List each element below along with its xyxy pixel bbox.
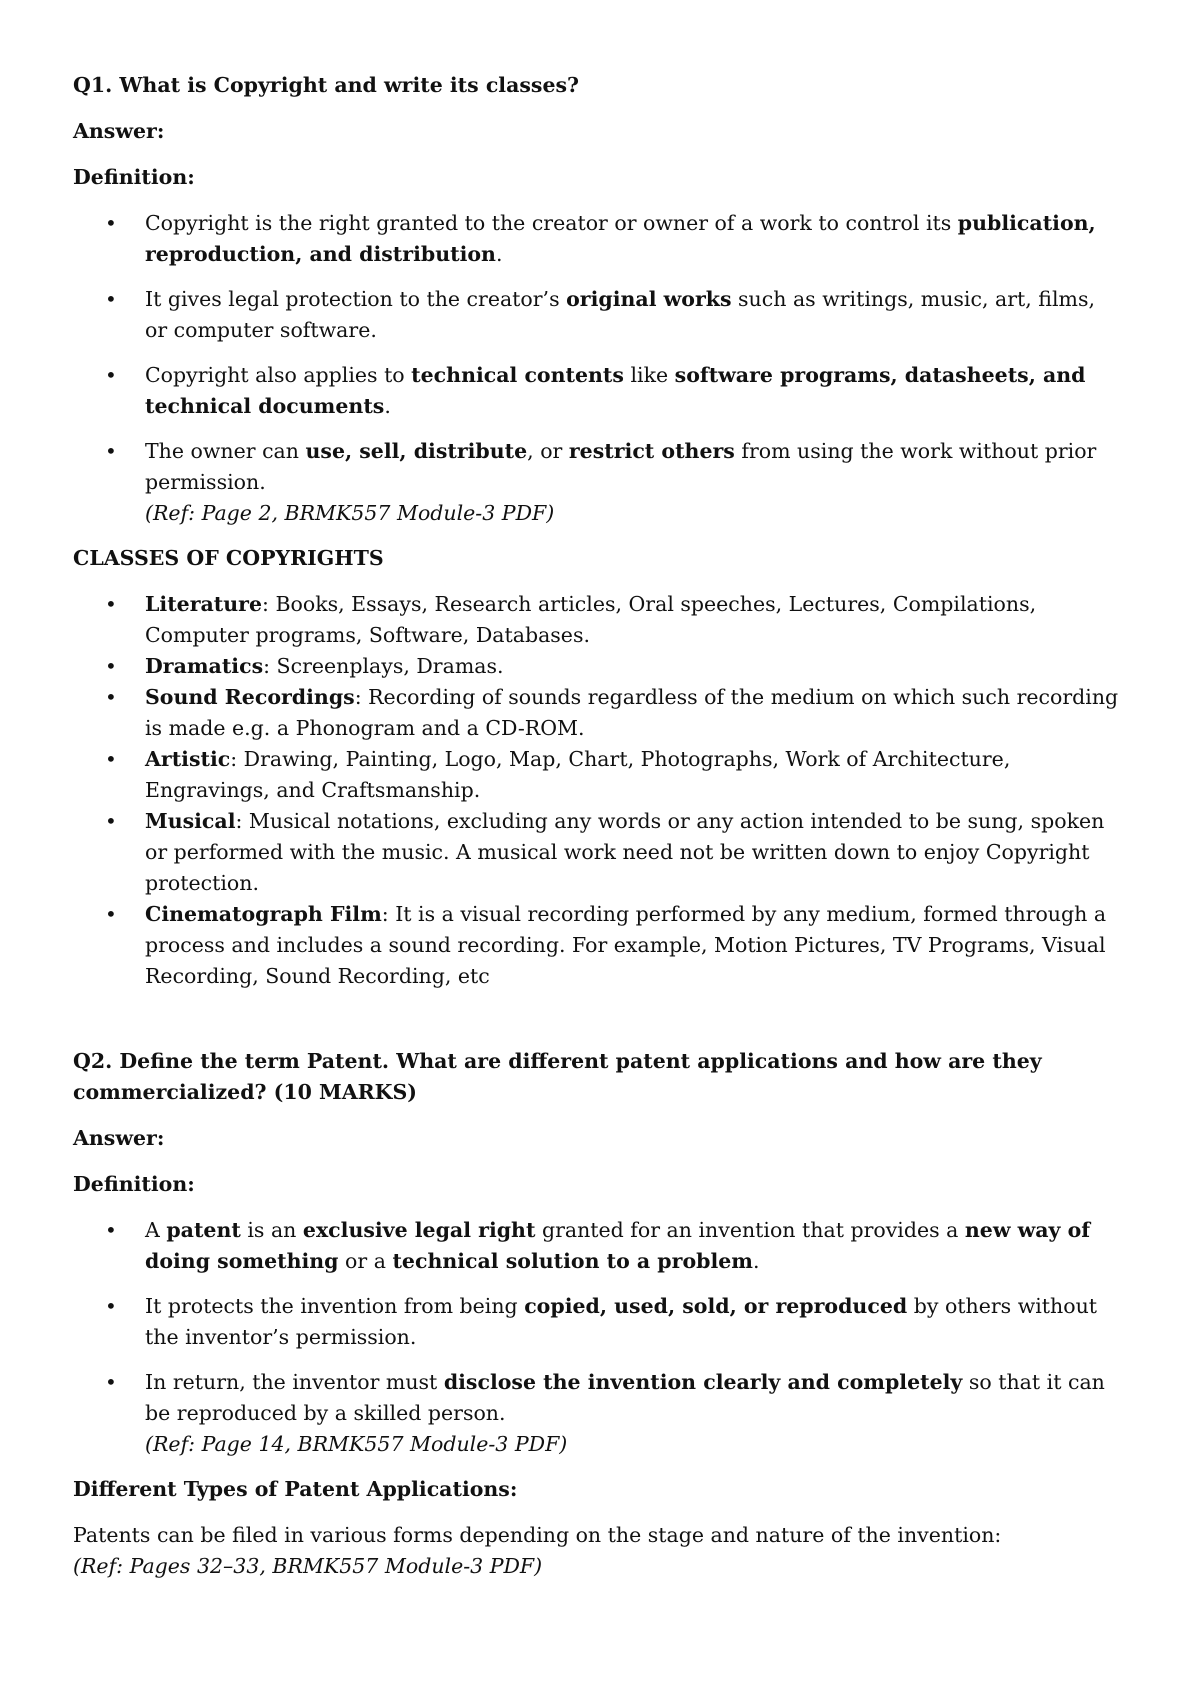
patent-types-intro: Patents can be filed in various forms depending on the stage and nature of the invention: xyxy=(73,1523,1002,1547)
q2-answer-label: Answer: xyxy=(73,1126,165,1150)
text-run: It protects the invention from being xyxy=(145,1294,525,1318)
class-description: : Drawing, Painting, Logo, Map, Chart, Photographs, Work of Architecture, Engravings, and Craftsmanship. xyxy=(145,747,1011,802)
bullet-icon: • xyxy=(105,439,117,463)
class-description: : Screenplays, Dramas. xyxy=(263,654,504,678)
bullet-icon: • xyxy=(105,685,117,709)
list-item xyxy=(73,651,1130,682)
class-name: Dramatics xyxy=(145,654,264,678)
q2-definition-label: Definition: xyxy=(73,1172,195,1196)
text-run: . xyxy=(752,1249,760,1273)
class-name: Sound Recordings xyxy=(145,685,355,709)
text-run: Copyright also applies to xyxy=(145,363,412,387)
q1-definition-label: Definition: xyxy=(73,165,195,189)
q2-question: Q2. Define the term Patent. What are different patent applications and how are they commercialized? (10 MARKS) xyxy=(73,1049,1042,1104)
bullet-icon: • xyxy=(105,211,117,235)
text-run: , or xyxy=(527,439,569,463)
class-description: : Musical notations, excluding any words or any action intended to be sung, spoken or performed with the music. A musical work need not be written down to enjoy Copyright protection. xyxy=(145,809,1105,895)
text-run: . xyxy=(384,394,391,418)
bold-run: technical contents xyxy=(411,363,624,387)
text-run: It gives legal protection to the creator’s xyxy=(145,287,567,311)
bullet-icon: • xyxy=(105,902,117,926)
text-run: such as writings, music, art, films, or computer software. xyxy=(145,287,1096,342)
text-run: is an xyxy=(240,1218,303,1242)
list-item xyxy=(73,744,1130,806)
bold-run: new way of doing something xyxy=(145,1218,1091,1273)
class-description: : Books, Essays, Research articles, Oral speeches, Lectures, Compilations, Computer programs, Software, Databases. xyxy=(145,592,1037,647)
text-run: The owner can xyxy=(145,439,306,463)
copyright-classes-list xyxy=(73,589,1130,992)
text-run: A xyxy=(145,1218,167,1242)
q2-definition-list xyxy=(73,1215,1130,1460)
list-item xyxy=(73,1367,1130,1460)
text-run: granted for an invention that provides a xyxy=(535,1218,965,1242)
class-name: Literature xyxy=(145,592,263,616)
reference-note: (Ref: Page 14, BRMK557 Module-3 PDF) xyxy=(145,1432,568,1456)
text-run: from using the work without prior permission. xyxy=(145,439,1097,494)
bullet-icon: • xyxy=(105,287,117,311)
q1-definition-list xyxy=(73,208,1130,529)
bold-run: disclose the invention clearly and completely xyxy=(443,1370,963,1394)
q1-answer-label: Answer: xyxy=(73,119,165,143)
text-run: . xyxy=(495,242,503,266)
bold-run: use, sell, distribute xyxy=(305,439,528,463)
bold-run: publication, reproduction, and distribution xyxy=(145,211,1096,266)
list-item xyxy=(73,589,1130,651)
list-item xyxy=(73,1215,1130,1277)
list-item xyxy=(73,360,1130,422)
list-item xyxy=(73,436,1130,529)
list-item xyxy=(73,899,1130,992)
reference-note: (Ref: Page 2, BRMK557 Module-3 PDF) xyxy=(145,501,555,525)
class-name: Artistic xyxy=(145,747,231,771)
class-description: : Recording of sounds regardless of the medium on which such recording is made e.g. a Phonogram and a CD-ROM. xyxy=(145,685,1119,740)
q1-question: Q1. What is Copyright and write its classes? xyxy=(73,73,580,97)
bullet-icon: • xyxy=(105,1294,117,1318)
patent-types-reference xyxy=(73,1551,1130,1582)
list-item xyxy=(73,284,1130,346)
bullet-icon: • xyxy=(105,654,117,678)
bullet-icon: • xyxy=(105,592,117,616)
bullet-icon: • xyxy=(105,747,117,771)
reference-note: (Ref: Pages 32–33, BRMK557 Module-3 PDF) xyxy=(73,1554,543,1578)
bullet-icon: • xyxy=(105,809,117,833)
text-run: or a xyxy=(338,1249,393,1273)
class-name: Cinematograph Film xyxy=(145,902,382,926)
bold-run: restrict others xyxy=(568,439,735,463)
class-description: : It is a visual recording performed by any medium, formed through a process and includes a sound recording. For example, Motion Pictures, TV Programs, Visual Recording, Sound Recording, etc xyxy=(145,902,1107,988)
patent-types-heading: Different Types of Patent Applications: xyxy=(73,1477,518,1501)
text-run: Copyright is the right granted to the creator or owner of a work to control its xyxy=(145,211,958,235)
text-run: so that it can be reproduced by a skilled person. xyxy=(145,1370,1105,1425)
bullet-icon: • xyxy=(105,1370,117,1394)
list-item xyxy=(73,208,1130,270)
classes-heading: CLASSES OF COPYRIGHTS xyxy=(73,546,384,570)
list-item xyxy=(73,1291,1130,1353)
text-run: like xyxy=(623,363,675,387)
text-run: In return, the inventor must xyxy=(145,1370,444,1394)
bullet-icon: • xyxy=(105,1218,117,1242)
class-name: Musical xyxy=(145,809,236,833)
bold-run: exclusive legal right xyxy=(302,1218,536,1242)
list-item xyxy=(73,682,1130,744)
bold-run: technical solution to a problem xyxy=(392,1249,753,1273)
text-run: by others without the inventor’s permission. xyxy=(145,1294,1098,1349)
bold-run: patent xyxy=(166,1218,241,1242)
bold-run: software programs, datasheets, and technical documents xyxy=(145,363,1086,418)
bold-run: copied, used, sold, or reproduced xyxy=(524,1294,908,1318)
bold-run: original works xyxy=(566,287,732,311)
bullet-icon: • xyxy=(105,363,117,387)
list-item xyxy=(73,806,1130,899)
